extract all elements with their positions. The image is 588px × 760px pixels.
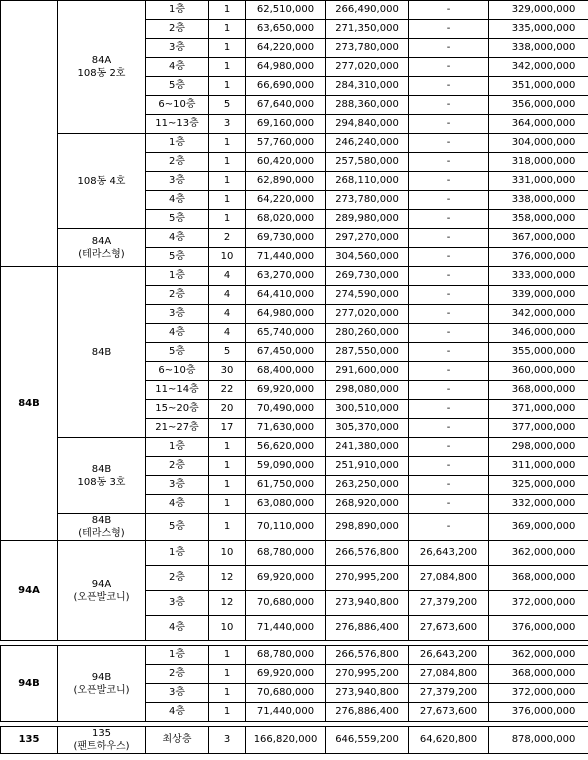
land-price-cell: 63,270,000 [246, 267, 326, 286]
balcony-price-cell: - [409, 96, 489, 115]
building-price-cell: 268,920,000 [326, 495, 409, 514]
balcony-price-cell: 27,084,800 [409, 566, 489, 591]
balcony-price-cell: - [409, 58, 489, 77]
floor-cell: 5층 [146, 77, 209, 96]
land-price-cell: 62,510,000 [246, 1, 326, 20]
building-price-cell: 257,580,000 [326, 153, 409, 172]
unit-count-cell: 3 [209, 727, 246, 754]
subtype-label-line: 108동 3호 [77, 476, 126, 488]
land-price-cell: 71,440,000 [246, 248, 326, 267]
floor-cell: 4층 [146, 324, 209, 343]
total-price-cell: 878,000,000 [489, 727, 588, 754]
floor-cell: 6~10층 [146, 362, 209, 381]
unit-count-cell: 1 [209, 684, 246, 703]
unit-count-cell: 4 [209, 267, 246, 286]
floor-cell: 4층 [146, 58, 209, 77]
table-row [1, 229, 588, 248]
balcony-price-cell: - [409, 514, 489, 541]
balcony-price-cell: - [409, 134, 489, 153]
floor-cell: 2층 [146, 286, 209, 305]
unit-count-cell: 1 [209, 457, 246, 476]
floor-cell: 4층 [146, 616, 209, 641]
unit-count-cell: 2 [209, 229, 246, 248]
building-price-cell: 294,840,000 [326, 115, 409, 134]
land-price-cell: 70,680,000 [246, 684, 326, 703]
total-price-cell: 368,000,000 [489, 566, 588, 591]
building-price-cell: 300,510,000 [326, 400, 409, 419]
building-price-cell: 270,995,200 [326, 566, 409, 591]
total-price-cell: 377,000,000 [489, 419, 588, 438]
building-price-cell: 277,020,000 [326, 305, 409, 324]
unit-count-cell: 1 [209, 514, 246, 541]
land-price-cell: 61,750,000 [246, 476, 326, 495]
unit-count-cell: 1 [209, 665, 246, 684]
land-price-cell: 64,980,000 [246, 305, 326, 324]
subtype-label-line: 94A [91, 578, 112, 590]
land-price-cell: 68,020,000 [246, 210, 326, 229]
subtype-cell [58, 229, 146, 267]
floor-cell: 5층 [146, 248, 209, 267]
total-price-cell: 376,000,000 [489, 703, 588, 722]
subtype-cell [58, 438, 146, 514]
building-price-cell: 273,780,000 [326, 39, 409, 58]
balcony-price-cell: - [409, 153, 489, 172]
balcony-price-cell: - [409, 381, 489, 400]
building-price-cell: 305,370,000 [326, 419, 409, 438]
land-price-cell: 63,080,000 [246, 495, 326, 514]
subtype-label-line: (팬트하우스) [73, 741, 130, 752]
building-price-cell: 263,250,000 [326, 476, 409, 495]
balcony-price-cell: 64,620,800 [409, 727, 489, 754]
subtype-label-line: (테라스형) [78, 528, 125, 539]
subtype-cell [58, 514, 146, 541]
total-price-cell: 362,000,000 [489, 646, 588, 665]
floor-cell: 2층 [146, 153, 209, 172]
total-price-cell: 372,000,000 [489, 591, 588, 616]
unit-count-cell: 1 [209, 210, 246, 229]
land-price-cell: 70,110,000 [246, 514, 326, 541]
unit-count-cell: 12 [209, 566, 246, 591]
building-price-cell: 251,910,000 [326, 457, 409, 476]
unit-count-cell: 17 [209, 419, 246, 438]
total-price-cell: 338,000,000 [489, 191, 588, 210]
land-price-cell: 166,820,000 [246, 727, 326, 754]
table-row [1, 438, 588, 457]
floor-cell: 3층 [146, 39, 209, 58]
type-group-cell: 94A [1, 541, 58, 641]
unit-count-cell: 10 [209, 616, 246, 641]
land-price-cell: 69,920,000 [246, 566, 326, 591]
unit-count-cell: 1 [209, 153, 246, 172]
building-price-cell: 271,350,000 [326, 20, 409, 39]
building-price-cell: 298,080,000 [326, 381, 409, 400]
balcony-price-cell: 27,673,600 [409, 703, 489, 722]
building-price-cell: 273,780,000 [326, 191, 409, 210]
floor-cell: 15~20층 [146, 400, 209, 419]
building-price-cell: 277,020,000 [326, 58, 409, 77]
balcony-price-cell: - [409, 419, 489, 438]
total-price-cell: 346,000,000 [489, 324, 588, 343]
floor-cell: 4층 [146, 191, 209, 210]
subtype-cell [58, 541, 146, 641]
total-price-cell: 355,000,000 [489, 343, 588, 362]
total-price-cell: 372,000,000 [489, 684, 588, 703]
total-price-cell: 376,000,000 [489, 616, 588, 641]
total-price-cell: 376,000,000 [489, 248, 588, 267]
type-group-cell: 84B [1, 267, 58, 541]
subtype-label-line: 84A [91, 55, 112, 66]
balcony-price-cell: - [409, 476, 489, 495]
building-price-cell: 269,730,000 [326, 267, 409, 286]
unit-count-cell: 20 [209, 400, 246, 419]
subtype-label-line: 94B [91, 671, 112, 683]
balcony-price-cell: - [409, 362, 489, 381]
type-group-cell: 94B [1, 646, 58, 722]
floor-cell: 1층 [146, 541, 209, 566]
floor-cell: 1층 [146, 646, 209, 665]
land-price-cell: 62,890,000 [246, 172, 326, 191]
balcony-price-cell: - [409, 115, 489, 134]
table-row [1, 541, 588, 566]
total-price-cell: 298,000,000 [489, 438, 588, 457]
table-row [1, 1, 588, 20]
floor-cell: 6~10층 [146, 96, 209, 115]
unit-count-cell: 5 [209, 343, 246, 362]
balcony-price-cell: - [409, 286, 489, 305]
subtype-cell [58, 1, 146, 134]
balcony-price-cell: 26,643,200 [409, 541, 489, 566]
building-price-cell: 241,380,000 [326, 438, 409, 457]
land-price-cell: 69,920,000 [246, 381, 326, 400]
floor-cell: 11~13층 [146, 115, 209, 134]
land-price-cell: 68,400,000 [246, 362, 326, 381]
building-price-cell: 289,980,000 [326, 210, 409, 229]
land-price-cell: 63,650,000 [246, 20, 326, 39]
subtype-label-line: 108동 2호 [77, 68, 126, 79]
unit-count-cell: 1 [209, 134, 246, 153]
building-price-cell: 266,490,000 [326, 1, 409, 20]
floor-cell: 1층 [146, 267, 209, 286]
unit-count-cell: 1 [209, 172, 246, 191]
land-price-cell: 69,920,000 [246, 665, 326, 684]
land-price-cell: 70,680,000 [246, 591, 326, 616]
unit-count-cell: 22 [209, 381, 246, 400]
balcony-price-cell: - [409, 229, 489, 248]
land-price-cell: 70,490,000 [246, 400, 326, 419]
balcony-price-cell: - [409, 305, 489, 324]
floor-cell: 3층 [146, 684, 209, 703]
unit-count-cell: 1 [209, 58, 246, 77]
subtype-label-line: 84B [91, 515, 112, 526]
floor-cell: 2층 [146, 566, 209, 591]
total-price-cell: 362,000,000 [489, 541, 588, 566]
land-price-cell: 64,220,000 [246, 39, 326, 58]
unit-count-cell: 1 [209, 191, 246, 210]
subtype-label-line: 84B [91, 346, 112, 358]
balcony-price-cell: - [409, 324, 489, 343]
land-price-cell: 69,730,000 [246, 229, 326, 248]
total-price-cell: 367,000,000 [489, 229, 588, 248]
land-price-cell: 64,410,000 [246, 286, 326, 305]
unit-count-cell: 1 [209, 476, 246, 495]
total-price-cell: 369,000,000 [489, 514, 588, 541]
building-price-cell: 280,260,000 [326, 324, 409, 343]
land-price-cell: 64,980,000 [246, 58, 326, 77]
floor-cell: 4층 [146, 229, 209, 248]
subtype-cell [58, 646, 146, 722]
unit-count-cell: 4 [209, 286, 246, 305]
land-price-cell: 68,780,000 [246, 541, 326, 566]
building-price-cell: 304,560,000 [326, 248, 409, 267]
table-row [1, 267, 588, 286]
balcony-price-cell: 27,673,600 [409, 616, 489, 641]
unit-count-cell: 10 [209, 248, 246, 267]
subtype-cell [58, 727, 146, 754]
unit-count-cell: 3 [209, 115, 246, 134]
total-price-cell: 339,000,000 [489, 286, 588, 305]
floor-cell: 1층 [146, 438, 209, 457]
floor-cell: 3층 [146, 476, 209, 495]
floor-cell: 2층 [146, 20, 209, 39]
unit-count-cell: 4 [209, 305, 246, 324]
balcony-price-cell: - [409, 172, 489, 191]
floor-cell: 1층 [146, 1, 209, 20]
total-price-cell: 360,000,000 [489, 362, 588, 381]
unit-count-cell: 1 [209, 703, 246, 722]
building-price-cell: 297,270,000 [326, 229, 409, 248]
total-price-cell: 368,000,000 [489, 381, 588, 400]
subtype-label-line: 135 [91, 728, 112, 739]
land-price-cell: 71,440,000 [246, 703, 326, 722]
total-price-cell: 338,000,000 [489, 39, 588, 58]
unit-count-cell: 1 [209, 438, 246, 457]
balcony-price-cell: 27,084,800 [409, 665, 489, 684]
balcony-price-cell: 26,643,200 [409, 646, 489, 665]
land-price-cell: 71,440,000 [246, 616, 326, 641]
subtype-label-line: (오픈발코니) [73, 591, 130, 603]
building-price-cell: 246,240,000 [326, 134, 409, 153]
balcony-price-cell: - [409, 210, 489, 229]
balcony-price-cell: - [409, 77, 489, 96]
floor-cell: 11~14층 [146, 381, 209, 400]
balcony-price-cell: - [409, 495, 489, 514]
building-price-cell: 268,110,000 [326, 172, 409, 191]
building-price-cell: 270,995,200 [326, 665, 409, 684]
building-price-cell: 266,576,800 [326, 646, 409, 665]
floor-cell: 5층 [146, 343, 209, 362]
balcony-price-cell: - [409, 400, 489, 419]
total-price-cell: 304,000,000 [489, 134, 588, 153]
building-price-cell: 288,360,000 [326, 96, 409, 115]
land-price-cell: 64,220,000 [246, 191, 326, 210]
floor-cell: 5층 [146, 514, 209, 541]
floor-cell: 4층 [146, 495, 209, 514]
building-price-cell: 291,600,000 [326, 362, 409, 381]
building-price-cell: 274,590,000 [326, 286, 409, 305]
land-price-cell: 57,760,000 [246, 134, 326, 153]
table-row [1, 134, 588, 153]
total-price-cell: 342,000,000 [489, 58, 588, 77]
floor-cell: 3층 [146, 305, 209, 324]
balcony-price-cell: 27,379,200 [409, 591, 489, 616]
balcony-price-cell: - [409, 343, 489, 362]
total-price-cell: 335,000,000 [489, 20, 588, 39]
total-price-cell: 356,000,000 [489, 96, 588, 115]
subtype-label-line: (테라스형) [78, 248, 125, 260]
table-row [1, 514, 588, 541]
unit-count-cell: 1 [209, 646, 246, 665]
building-price-cell: 284,310,000 [326, 77, 409, 96]
floor-cell: 2층 [146, 665, 209, 684]
subtype-label-line: 108동 4호 [77, 175, 126, 187]
unit-count-cell: 1 [209, 20, 246, 39]
subtype-cell [58, 267, 146, 438]
unit-count-cell: 5 [209, 96, 246, 115]
land-price-cell: 67,640,000 [246, 96, 326, 115]
building-price-cell: 276,886,400 [326, 703, 409, 722]
floor-cell: 2층 [146, 457, 209, 476]
total-price-cell: 358,000,000 [489, 210, 588, 229]
unit-count-cell: 12 [209, 591, 246, 616]
land-price-cell: 66,690,000 [246, 77, 326, 96]
floor-cell: 최상층 [146, 727, 209, 754]
table-row [1, 646, 588, 665]
balcony-price-cell: - [409, 1, 489, 20]
total-price-cell: 368,000,000 [489, 665, 588, 684]
land-price-cell: 56,620,000 [246, 438, 326, 457]
unit-count-cell: 1 [209, 77, 246, 96]
subtype-cell [58, 134, 146, 229]
unit-count-cell: 4 [209, 324, 246, 343]
land-price-cell: 69,160,000 [246, 115, 326, 134]
balcony-price-cell: 27,379,200 [409, 684, 489, 703]
total-price-cell: 311,000,000 [489, 457, 588, 476]
type-group-cell [1, 1, 58, 267]
floor-cell: 3층 [146, 591, 209, 616]
building-price-cell: 276,886,400 [326, 616, 409, 641]
total-price-cell: 318,000,000 [489, 153, 588, 172]
total-price-cell: 342,000,000 [489, 305, 588, 324]
subtype-label-line: (오픈발코니) [73, 684, 130, 696]
table-row [1, 727, 588, 754]
building-price-cell: 273,940,800 [326, 591, 409, 616]
floor-cell: 21~27층 [146, 419, 209, 438]
unit-count-cell: 1 [209, 495, 246, 514]
balcony-price-cell: - [409, 267, 489, 286]
balcony-price-cell: - [409, 191, 489, 210]
total-price-cell: 331,000,000 [489, 172, 588, 191]
land-price-cell: 68,780,000 [246, 646, 326, 665]
floor-cell: 5층 [146, 210, 209, 229]
balcony-price-cell: - [409, 39, 489, 58]
unit-count-cell: 1 [209, 1, 246, 20]
price-table-body [1, 1, 588, 754]
unit-count-cell: 30 [209, 362, 246, 381]
total-price-cell: 329,000,000 [489, 1, 588, 20]
building-price-cell: 266,576,800 [326, 541, 409, 566]
balcony-price-cell: - [409, 457, 489, 476]
building-price-cell: 646,559,200 [326, 727, 409, 754]
total-price-cell: 325,000,000 [489, 476, 588, 495]
total-price-cell: 351,000,000 [489, 77, 588, 96]
building-price-cell: 298,890,000 [326, 514, 409, 541]
land-price-cell: 67,450,000 [246, 343, 326, 362]
balcony-price-cell: - [409, 20, 489, 39]
balcony-price-cell: - [409, 248, 489, 267]
floor-cell: 4층 [146, 703, 209, 722]
balcony-price-cell: - [409, 438, 489, 457]
unit-count-cell: 1 [209, 39, 246, 58]
floor-cell: 3층 [146, 172, 209, 191]
floor-cell: 1층 [146, 134, 209, 153]
total-price-cell: 332,000,000 [489, 495, 588, 514]
total-price-cell: 333,000,000 [489, 267, 588, 286]
land-price-cell: 71,630,000 [246, 419, 326, 438]
unit-count-cell: 10 [209, 541, 246, 566]
land-price-cell: 60,420,000 [246, 153, 326, 172]
subtype-label-line: 84B [91, 463, 112, 475]
total-price-cell: 364,000,000 [489, 115, 588, 134]
building-price-cell: 273,940,800 [326, 684, 409, 703]
subtype-label-line: 84A [91, 235, 112, 247]
type-group-cell: 135 [1, 727, 58, 754]
land-price-cell: 59,090,000 [246, 457, 326, 476]
land-price-cell: 65,740,000 [246, 324, 326, 343]
building-price-cell: 287,550,000 [326, 343, 409, 362]
total-price-cell: 371,000,000 [489, 400, 588, 419]
